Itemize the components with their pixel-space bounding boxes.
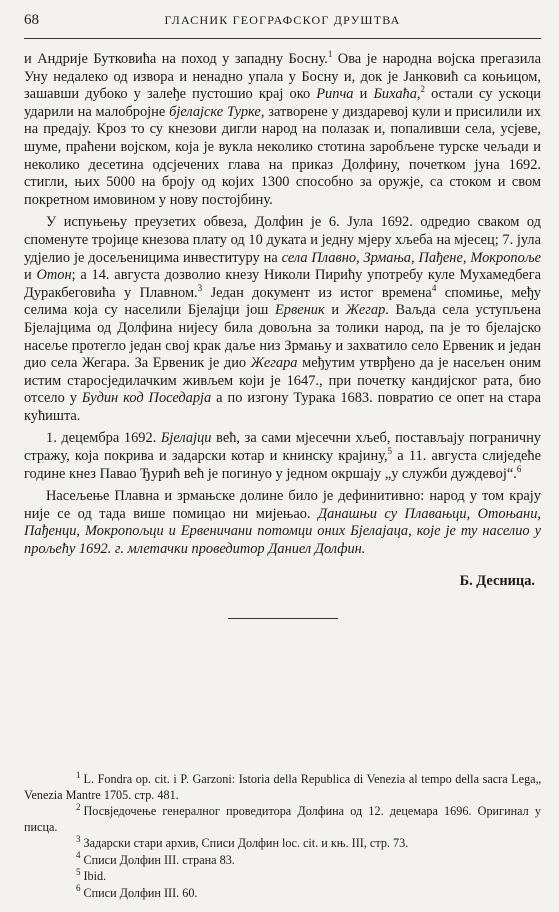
text-run: и (324, 302, 346, 319)
text-run: Насељење Плавна и зрмањске долине било је дефинитивно: народ у том крају није се од тада више помицао ни мијењао. (24, 488, 541, 522)
italic-text: бјелајске Турке (169, 103, 261, 120)
text-run: ; а 14. августа дозволио кнезу Николи Пирићу употребу куле Мухамедбега Дуракбеговића у Плавном. (24, 267, 541, 301)
italic-text: , (416, 86, 421, 103)
footnote-text: Посвједочење генералног проведитора Долфина од 12. децемара 1696. Оригинал у писца. (24, 804, 541, 834)
running-title: ГЛАСНИК ГЕОГРАФСКОГ ДРУШТВА (164, 13, 401, 27)
page (0, 12, 559, 912)
text-run: међутим утврђено да је насељен оним истим старосједилачким живљем који је 1647., при почетку кандијског рата, био отсело у (24, 355, 541, 407)
italic-text: Будин код Поседарја (81, 390, 212, 407)
italic-text: Жегара (250, 355, 298, 372)
footnote: $^5$ Ibid. (76, 866, 107, 883)
text-run: Ова је народна војска прегазила Уну недалеко од извора и ненадно упала у Босну и, док је Јанковић са коњицом, зашавши дубоко у залеђе пустошио крај око (24, 51, 541, 103)
text-run: . Ваљда села уступљена Бјелајцима од Долфина нијесу била довољна за толики народ, па је то бјелајско насеље протегло један свој крак даље низ Зрмању и захватило село Ервеник и један дио села Жегара. За Ервеник је дио (24, 302, 541, 372)
paragraph (24, 51, 541, 209)
text-run: , затворене у диздаревој кули и присилили их на предају. Кроз то су кнезови дигли народ на полазак и, попаливши села, усјеве, шуме, праћени војском, која је вукла неколико стотина заробљене турске чељади и неколико десетина одсјечених глава на приказ Долфину, почетком јуна 1692. стигли, њих 5000 на броју од којих 1300 способно за оружје, са стоком и свом покретном имовином у нову постојбину. (24, 103, 541, 208)
article-body (24, 51, 541, 559)
italic-text: Бихаћа (373, 86, 417, 103)
footnote-ref: 6 (516, 463, 522, 474)
italic-text: села Плавно, Зрмања, Пађене, Мокропоље (281, 249, 541, 266)
footnote: $^4$ Списи Долфин III. страна 83. (76, 850, 235, 867)
footnote-text: Ibid. (83, 869, 107, 883)
text-run: а 11. августа слиједеће године кнез Павао Ђурић већ је погинуо у једном окршају „у служби дуждевој“. (24, 448, 541, 482)
footnote-ref: 2 (420, 84, 426, 95)
page-number: 68 (24, 12, 39, 28)
text-run: остали су ускоци ударили на малобројне (24, 86, 541, 120)
footnotes (24, 769, 541, 902)
text-run: и (353, 86, 374, 103)
footnote: $^6$ Списи Долфин III. 60. (76, 883, 198, 900)
footnote-ref: 1 (327, 49, 333, 60)
page-header (24, 12, 541, 39)
footnote-text: Списи Долфин III. 60. (83, 885, 198, 900)
text-run: а по изгону Турака 1683. повратио се опет на стара кућишта. (24, 390, 541, 424)
italic-text: Ервеник (275, 302, 325, 319)
italic-text: Рипча (316, 86, 354, 103)
footnote-text: L. Fondra op. cit. i P. Garzoni: Istoria della Republica di Venezia al tempo della sacra Lega„ Venezia Mantre 1705. стр. 481. (24, 772, 541, 802)
italic-text: Данашњи су Плавањци, Отоњани, Пађенци, Мокропољци и Ервеничани потомци оних Бјелајаца, које је ту населио у прољећу 1692. г. млетачки проведитор Даниел Долфин. (24, 505, 541, 558)
footnote-separator (228, 618, 338, 619)
footnote-text: Списи Долфин III. страна 83. (83, 852, 235, 867)
paragraph (24, 430, 541, 483)
footnote: $^1$ L. Fondra op. cit. i P. Garzoni: Istoria della Republica di Venezia al tempo della sacra Lega„ Venezia Mantre 1705. стр. 481. (24, 769, 541, 802)
text-run: спомиње, међу селима која су населили Бјелајци још (24, 284, 541, 319)
text-run: У испуњењу преузетих обвеза, Долфин је 6. Јула 1692. одредио сваком од споменуте тројице кнезова плату од 10 дуката и једну мјеру хљеба на мјесец; 7. јула удјелио је досељеницима инвеституру на (24, 214, 541, 266)
text-run: и Андрије Бутковића на поход у западну Босну. (24, 51, 328, 67)
footnote: $^3$ Задарски стари архив, Списи Долфин loc. cit. и књ. III, стр. 73. (76, 833, 409, 850)
text-run: већ, за сами мјесечни хљеб, постављају пограничну стражу, која покрива и задарски котар и книнску крајину, (24, 430, 542, 465)
text-run: 1. децембра 1692. (46, 430, 161, 447)
italic-text: Бјелајци (160, 430, 212, 447)
footnote-text: Задарски стари архив, Списи Долфин loc. cit. и књ. III, стр. 73. (83, 836, 409, 850)
italic-text: Отон (36, 267, 72, 284)
paragraph (24, 214, 541, 425)
footnote-ref: 4 (431, 282, 437, 293)
author-signature: Б. Десница. (459, 572, 535, 589)
footnote: $^2$ Посвједочење генералног проведитора Долфина од 12. децемара 1696. Оригинал у писца. (24, 801, 541, 834)
italic-text: Жегар (345, 302, 386, 319)
footnote-ref: 3 (197, 282, 203, 293)
text-run: Један документ из истог времена (202, 284, 432, 301)
footnote-ref: 5 (387, 446, 393, 457)
text-run: и (24, 267, 37, 284)
paragraph (24, 488, 541, 558)
